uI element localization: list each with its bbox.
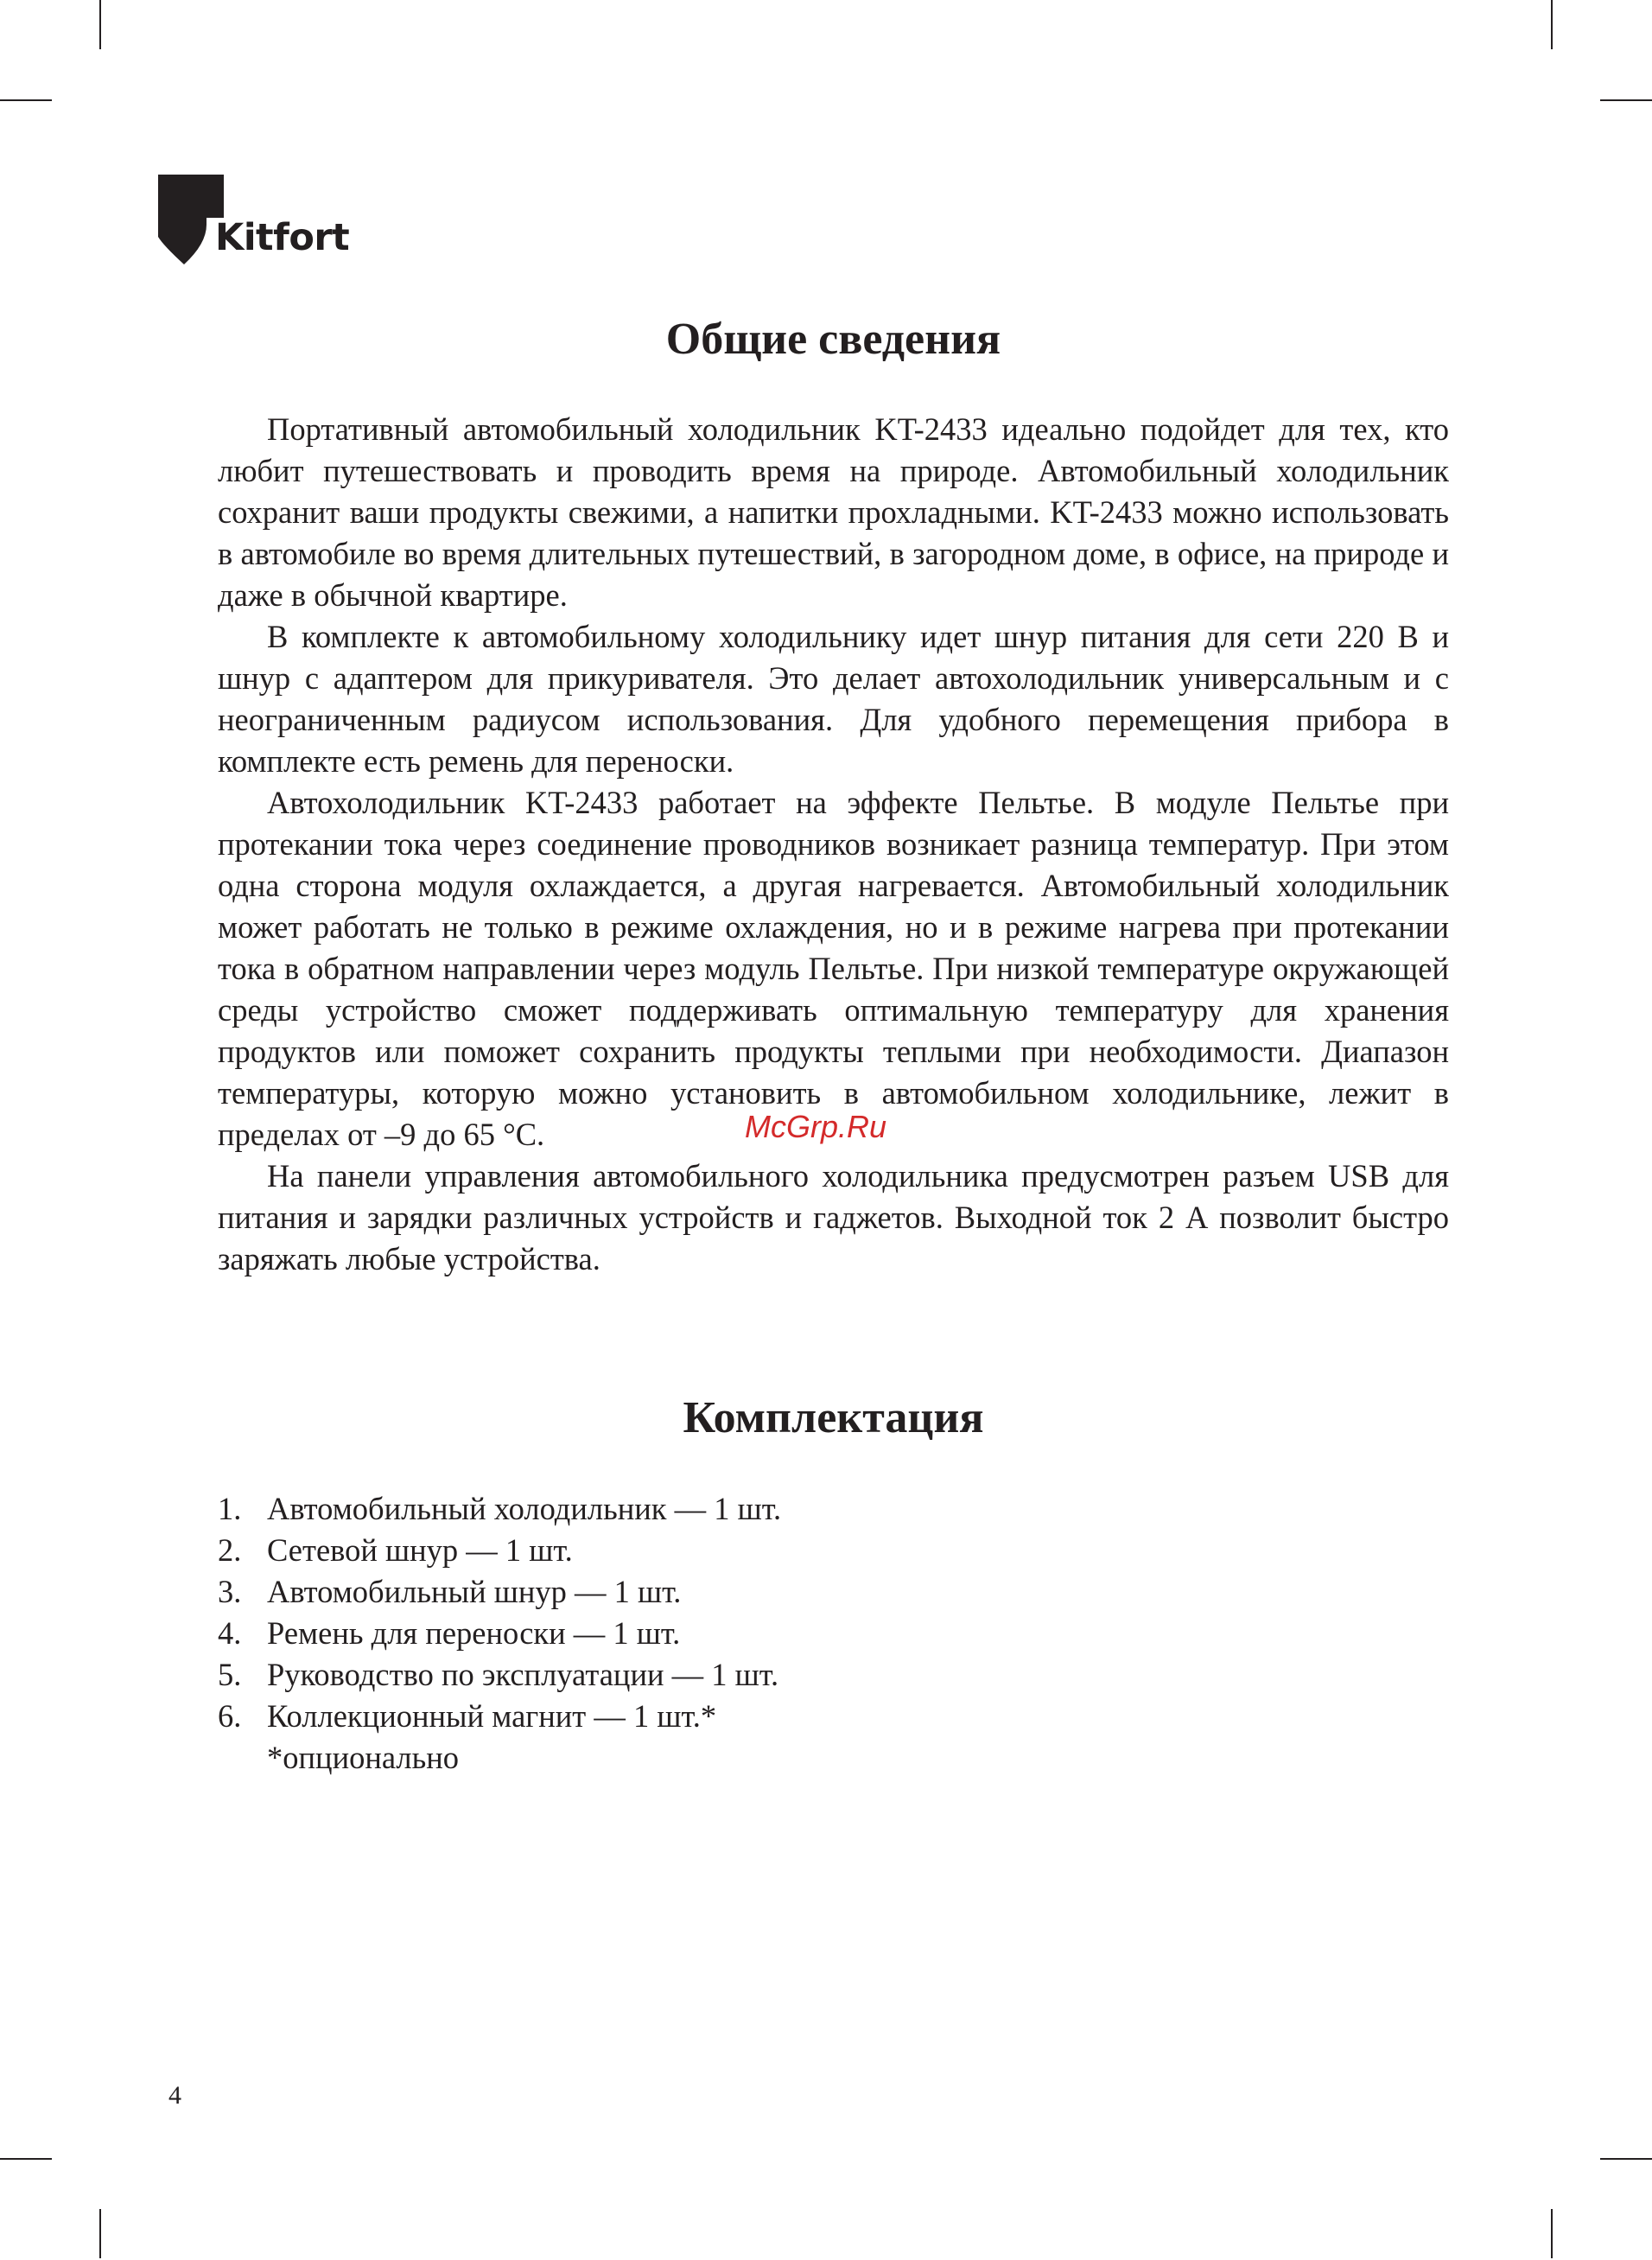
- logo-text: Kitfort: [215, 216, 350, 259]
- kitfort-logo-mark: [158, 175, 224, 266]
- crop-mark: [1600, 99, 1652, 101]
- general-text: [218, 409, 1449, 1280]
- section-title-general: Общие сведения: [665, 315, 1001, 364]
- list-item-number: 6.: [218, 1698, 242, 1734]
- list-item-text: Автомобильный шнур — 1 шт.: [267, 1574, 682, 1609]
- list-item: [218, 1488, 1449, 1530]
- list-item: [218, 1530, 1449, 1571]
- kitfort-logo: [158, 175, 357, 270]
- paragraph: Портативный автомобильный холодильник KT-2433 идеально подойдет для тех, кто любит путешествовать и проводить время на природе. Автомобильный холодильник сохранит ваши продукты свежими, а напитки прохладными. KT-2433 можно использовать в автомобиле во время длительных путешествий, в загородном доме, в офисе, на природе и даже в обычной квартире.: [218, 411, 1449, 613]
- list-item-text: Коллекционный магнит — 1 шт.*: [267, 1698, 717, 1734]
- watermark: McGrp.Ru: [745, 1109, 887, 1144]
- crop-mark: [0, 99, 52, 101]
- paragraph: На панели управления автомобильного холодильника предусмотрен разъем USB для питания и зарядки различных устройств и гаджетов. Выходной ток 2 А позволит быстро заряжать любые устройства.: [218, 1158, 1449, 1276]
- list-item-number: 5.: [218, 1657, 242, 1692]
- crop-mark: [99, 2209, 101, 2258]
- paragraph: В комплекте к автомобильному холодильнику идет шнур питания для сети 220 В и шнур с адаптером для прикуривателя. Это делает автохолодильник универсальным и с неограниченным радиусом использования. Для удобного перемещения прибора в комплекте есть ремень для переноски.: [218, 619, 1449, 779]
- list-item-number: 1.: [218, 1491, 242, 1526]
- crop-mark: [99, 0, 101, 49]
- list-item-text: Ремень для переноски — 1 шт.: [267, 1615, 681, 1651]
- footnote: *опционально: [267, 1740, 460, 1775]
- list-item-text: Автомобильный холодильник — 1 шт.: [267, 1491, 782, 1526]
- page-number: 4: [168, 2081, 181, 2110]
- paragraph: Автохолодильник KT-2433 работает на эффекте Пельтье. В модуле Пельтье при протекании тока через соединение проводников возникает разница температур. При этом одна сторона модуля охлаждается, а другая нагревается. Автомобильный холодильник может работать не только в режиме охлаждения, но и в режиме нагрева при протекании тока в обратном направлении через модуль Пельтье. При низкой температуре окружающей среды устройство сможет поддерживать оптимальную температуру для хранения продуктов или поможет сохранить продукты теплыми при необходимости. Диапазон температуры, которую можно установить в автомобильном холодильнике, лежит в пределах от –9 до 65 °С.: [218, 785, 1449, 1152]
- crop-mark: [1551, 2209, 1553, 2258]
- list-item: [218, 1654, 1449, 1696]
- crop-mark: [0, 2158, 52, 2160]
- crop-mark: [1600, 2158, 1652, 2160]
- list-item-text: Руководство по эксплуатации — 1 шт.: [267, 1657, 779, 1692]
- list-item-number: 3.: [218, 1574, 242, 1609]
- kit-list: [218, 1488, 1449, 1737]
- list-item: [218, 1571, 1449, 1613]
- list-item-number: 4.: [218, 1615, 242, 1651]
- list-item-text: Сетевой шнур — 1 шт.: [267, 1532, 573, 1568]
- list-item-number: 2.: [218, 1532, 242, 1568]
- section-title-kit: Комплектация: [683, 1393, 984, 1442]
- list-item: [218, 1696, 1449, 1737]
- list-item: [218, 1613, 1449, 1654]
- crop-mark: [1551, 0, 1553, 49]
